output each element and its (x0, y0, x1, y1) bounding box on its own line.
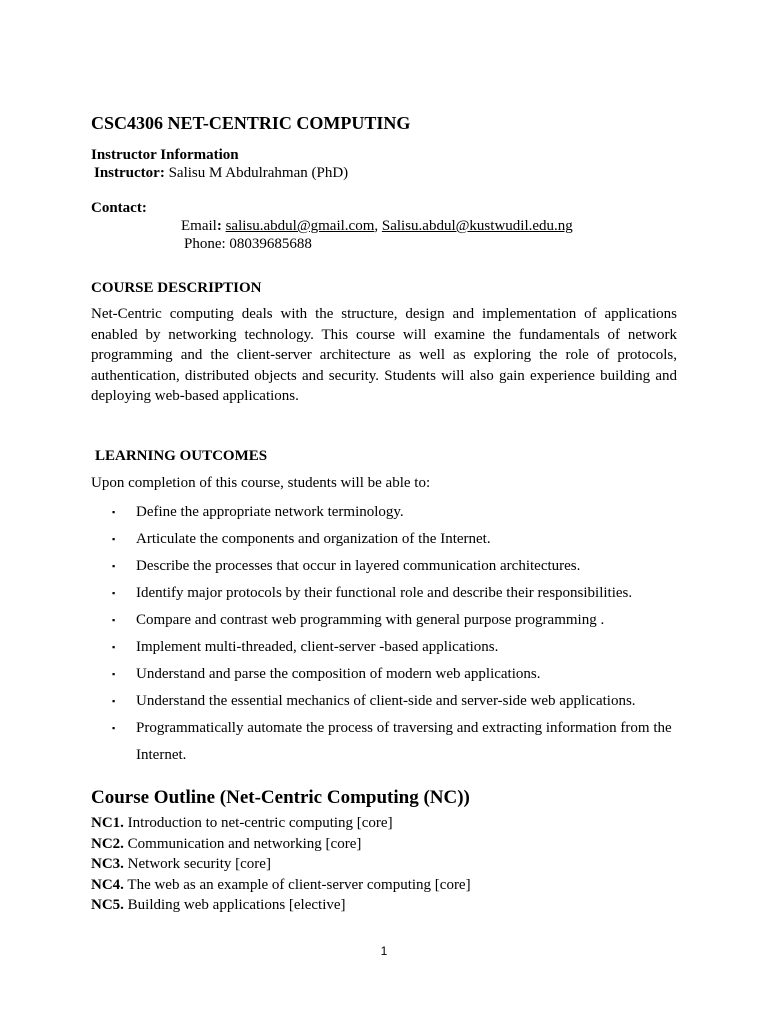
outline-text: The web as an example of client-server computing [core] (127, 876, 471, 893)
bullet-icon: ▪ (112, 588, 116, 598)
bullet-icon: ▪ (112, 561, 116, 571)
outline-code: NC3. (91, 856, 124, 873)
bullet-icon: ▪ (112, 534, 116, 544)
list-item (112, 634, 682, 661)
course-title: CSC4306 NET-CENTRIC COMPUTING (91, 113, 411, 133)
outline-text: Introduction to net-centric computing [core] (127, 815, 393, 831)
list-item-text: Understand and parse the composition of modern web applications. (136, 666, 541, 682)
course-description-text: Net-Centric computing deals with the structure, design and implementation of applications enabled by networking technology. This course will examine the fundamentals of network programming and the client-server architecture as well as exploring the role of protocols, authentication, distributed objects and security. Students will also gain experience building and deploying web-based applications. (91, 306, 677, 405)
bullet-icon: ▪ (112, 669, 116, 679)
course-description-heading: COURSE DESCRIPTION (91, 280, 262, 296)
outline-item (91, 834, 471, 855)
list-item (112, 553, 682, 580)
email-line (181, 217, 573, 235)
instructor-info-heading: Instructor Information (91, 147, 239, 163)
list-item-text: Describe the processes that occur in layered communication architectures. (136, 558, 581, 574)
bullet-icon: ▪ (112, 615, 116, 625)
list-item (112, 526, 682, 553)
bullet-icon: ▪ (112, 507, 116, 517)
list-item (112, 607, 682, 634)
outline-code: NC4. (91, 876, 124, 893)
outline-item (91, 895, 471, 916)
instructor-name: Salisu M Abdulrahman (PhD) (168, 165, 349, 181)
learning-outcomes-intro: Upon completion of this course, students will be able to: (91, 475, 431, 491)
list-item (112, 688, 682, 715)
list-item (112, 661, 682, 688)
email-link-kustwudil[interactable]: Salisu.abdul@kustwudil.edu.ng (381, 218, 573, 234)
contact-label: Contact: (91, 200, 147, 216)
list-item-text: Identify major protocols by their functional role and describe their responsibilities. (136, 585, 633, 601)
list-item-text: Define the appropriate network terminology. (136, 504, 404, 520)
list-item (112, 715, 682, 769)
email-label: Email (181, 218, 217, 234)
email-link-gmail[interactable]: salisu.abdul@gmail.com (225, 218, 375, 234)
course-outline-heading: Course Outline (Net-Centric Computing (NC)) (91, 787, 470, 808)
outline-item (91, 813, 471, 834)
outline-item (91, 854, 471, 875)
page-number: 1 (380, 944, 388, 958)
outline-text: Communication and networking [core] (127, 835, 362, 852)
list-item-text: Articulate the components and organization of the Internet. (136, 531, 491, 547)
outline-text: Network security [core] (127, 856, 271, 873)
learning-outcomes-heading: LEARNING OUTCOMES (95, 448, 268, 464)
outline-code: NC2. (91, 835, 124, 852)
list-item-text: Compare and contrast web programming with general purpose programming . (136, 612, 605, 628)
list-item (112, 580, 682, 607)
outline-code: NC5. (91, 897, 124, 914)
bullet-icon: ▪ (112, 642, 116, 652)
instructor-line (94, 164, 348, 182)
list-item-text: Programmatically automate the process of traversing and extracting information from the Internet. (136, 720, 672, 763)
outline-code: NC1. (91, 815, 124, 831)
list-item (112, 499, 682, 526)
phone-line: Phone: 08039685688 (184, 236, 312, 252)
list-item-text: Implement multi-threaded, client-server -based applications. (136, 639, 499, 655)
course-outline-list (91, 813, 471, 916)
bullet-icon: ▪ (112, 723, 116, 733)
email-separator: , (374, 218, 379, 234)
outline-item (91, 875, 471, 896)
outline-text: Building web applications [elective] (127, 897, 346, 914)
instructor-label: Instructor: (94, 165, 165, 181)
list-item-text: Understand the essential mechanics of client-side and server-side web applications. (136, 693, 636, 709)
learning-outcomes-list (112, 499, 682, 769)
bullet-icon: ▪ (112, 696, 116, 706)
email-colon: : (216, 218, 222, 234)
